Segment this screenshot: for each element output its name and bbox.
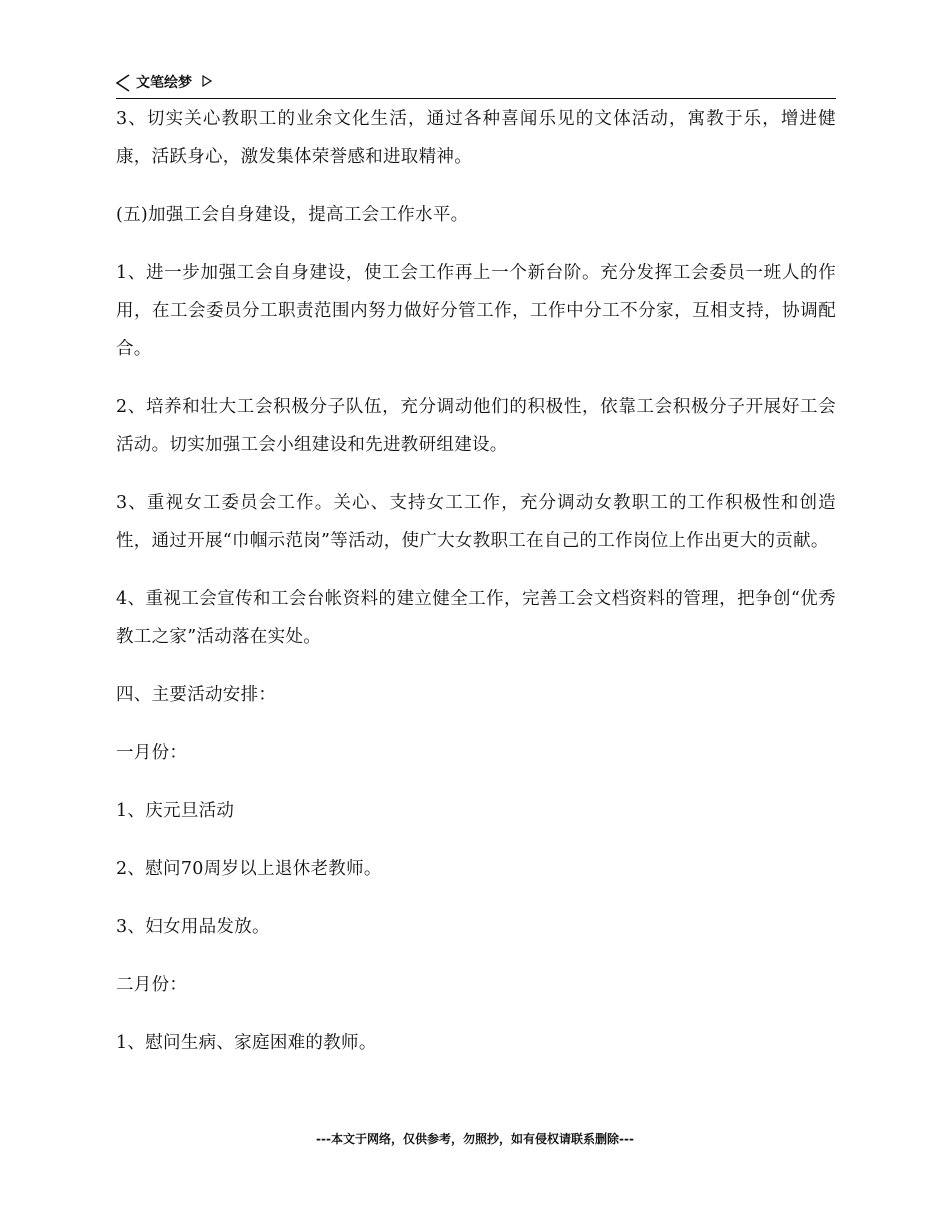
paragraph: 4、重视工会宣传和工会台帐资料的建立健全工作，完善工会文档资料的管理，把争创“优秀教工之家”活动落在实处。 (116, 589, 836, 647)
paragraph: 1、进一步加强工会自身建设，使工会工作再上一个新台阶。充分发挥工会委员一班人的作用，在工会委员分工职责范围内努力做好分管工作，工作中分工不分家，互相支持，协调配合。 (116, 263, 836, 359)
right-triangle-icon (202, 75, 212, 87)
page-header (116, 72, 836, 99)
document-body (116, 100, 836, 1082)
list-item: 3、妇女用品发放。 (116, 917, 270, 937)
month-heading: 一月份： (116, 743, 188, 763)
list-item: 1、慰问生病、家庭困难的教师。 (116, 1033, 377, 1053)
month-heading: 二月份： (116, 975, 188, 995)
paragraph: 3、重视女工委员会工作。关心、支持女工工作，充分调动女教职工的工作积极性和创造性，通过开展“巾帼示范岗”等活动，使广大女教职工在自己的工作岗位上作出更大的贡献。 (116, 493, 836, 551)
paragraph: 2、培养和壮大工会积极分子队伍，充分调动他们的积极性，依靠工会积极分子开展好工会活动。切实加强工会小组建设和先进教研组建设。 (116, 397, 836, 455)
list-item: 2、慰问70周岁以上退休老教师。 (116, 859, 382, 879)
list-item: 1、庆元旦活动 (116, 801, 235, 821)
section-heading: (五)加强工会自身建设，提高工会工作水平。 (116, 205, 469, 225)
paragraph: 3、切实关心教职工的业余文化生活，通过各种喜闻乐见的文体活动，寓教于乐，增进健康，活跃身心，激发集体荣誉感和进取精神。 (116, 109, 836, 167)
section-heading: 四、主要活动安排： (116, 685, 277, 705)
brand-name: 文笔绘梦 (136, 75, 192, 91)
footer-disclaimer: ---本文于网络，仅供参考，勿照抄，如有侵权请联系删除--- (316, 1132, 634, 1146)
left-triangle-icon (116, 74, 130, 92)
